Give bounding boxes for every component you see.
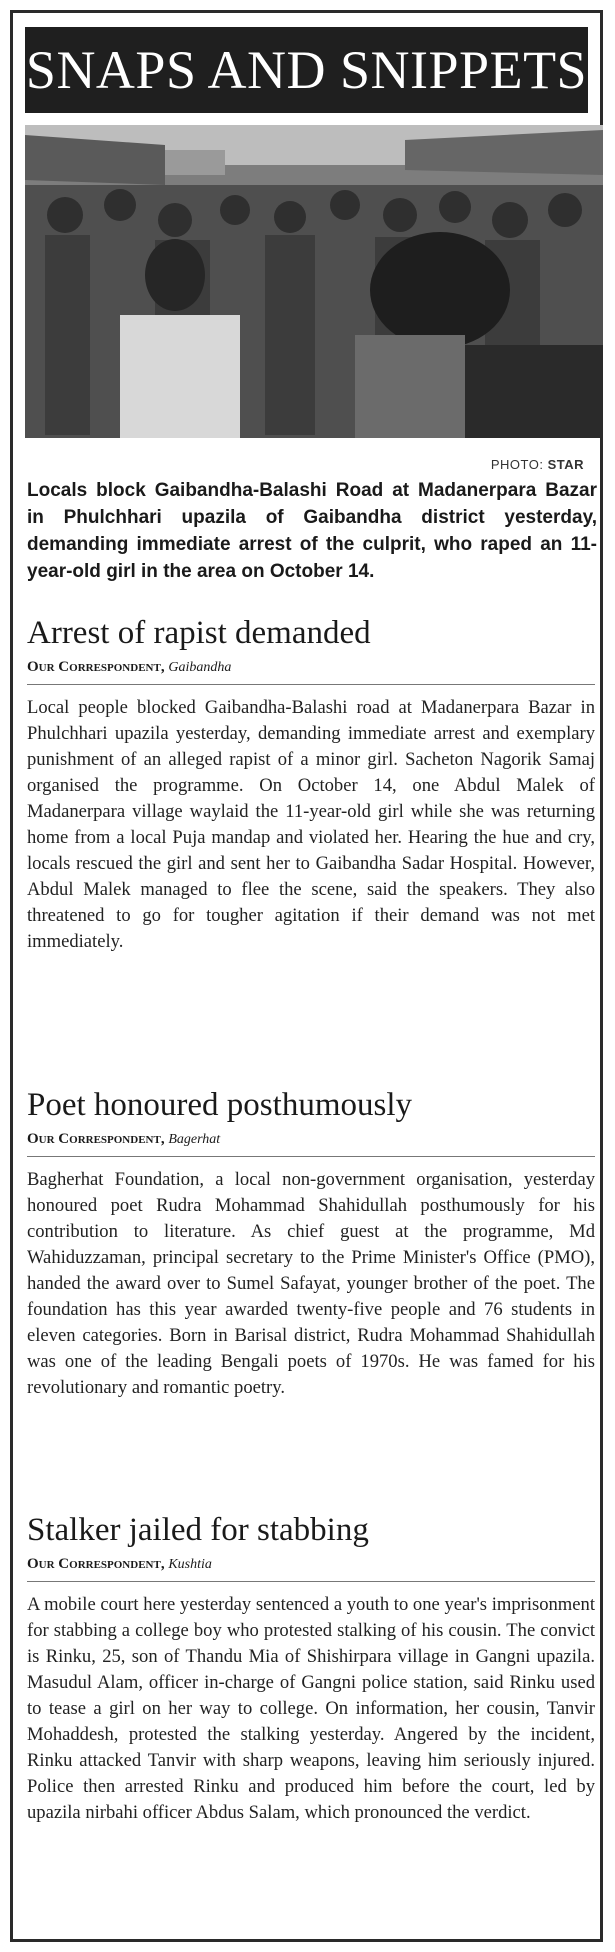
byline-name: Our Correspondent, [27, 1556, 165, 1572]
story-byline [27, 659, 595, 685]
section-banner [25, 27, 588, 113]
byline-place: Gaibandha [168, 660, 232, 675]
byline-place: Bagerhat [168, 1132, 221, 1147]
page-frame [10, 10, 603, 1942]
story-body: Local people blocked Gaibandha-Balashi road at Madanerpara Bazar in Phulchhari upazila yesterday, demanding immediate arrest and exemplary punishment of an alleged rapist of a minor girl. Sacheton Nagorik Samaj organised the programme. On October 14, one Abdul Malek of Madanerpara village waylaid the 11-year-old girl while she was returning home from a local Puja mandap and violated her. Hearing the hue and cry, locals rescued the girl and sent her to Gaibandha Sadar Hospital. However, Abdul Malek managed to flee the scene, said the speakers. They also threatened to go for tougher agitation if their demand was not met immediately. [27, 697, 595, 952]
byline-place: Kushtia [168, 1557, 212, 1572]
news-photo [25, 125, 603, 438]
photo-caption: Locals block Gaibandha-Balashi Road at Madanerpara Bazar in Phulchhari upazila of Gaibandha district yesterday, demanding immediate arrest of the culprit, who raped an 11-year-old girl in the area on October 14. [27, 480, 597, 582]
story-poet-honoured [27, 1085, 595, 1401]
photo-credit [491, 457, 584, 472]
story-headline: Arrest of rapist demanded [27, 615, 371, 651]
crowd-photo-illustration [25, 125, 603, 438]
story-byline [27, 1131, 595, 1157]
byline-name: Our Correspondent, [27, 1131, 165, 1147]
story-byline [27, 1556, 595, 1582]
photo-credit-source: STAR [547, 457, 584, 472]
story-headline: Poet honoured posthumously [27, 1087, 412, 1123]
photo-credit-label: PHOTO: [490, 457, 544, 472]
story-rapist-arrest [27, 613, 595, 955]
byline-name: Our Correspondent, [27, 659, 165, 675]
story-body: A mobile court here yesterday sentenced a youth to one year's imprisonment for stabbing a college boy who protested stalking of his cousin. The convict is Rinku, 25, son of Thandu Mia of Shishirpara village in Gangni upazila. Masudul Alam, officer in-charge of Gangni police station, said Rinku used to tease a girl on her way to college. On information, her cousin, Tanvir Mohaddesh, protested the stalking yesterday. Angered by the incident, Rinku attacked Tanvir with sharp weapons, leaving him seriously injured. Police then arrested Rinku and produced him before the court, led by upazila nirbahi officer Abdus Salam, which pronounced the verdict. [27, 1594, 595, 1823]
story-body: Bagherhat Foundation, a local non-government organisation, yesterday honoured poet Rudra Mohammad Shahidullah posthumously for his contribution to literature. As chief guest at the programme, Md Wahiduzzaman, principal secretary to the Prime Minister's Office (PMO), handed the award over to Sumel Safayat, younger brother of the poet. The foundation has this year awarded twenty-five people and 76 students in eleven categories. Born in Barisal district, Rudra Mohammad Shahidullah was one of the leading Bengali poets of 1970s. He was famed for his revolutionary and romantic poetry. [27, 1169, 595, 1398]
story-headline: Stalker jailed for stabbing [27, 1512, 369, 1548]
section-title: SNAPS AND SNIPPETS [25, 40, 588, 100]
story-stalker-jailed [27, 1510, 595, 1826]
